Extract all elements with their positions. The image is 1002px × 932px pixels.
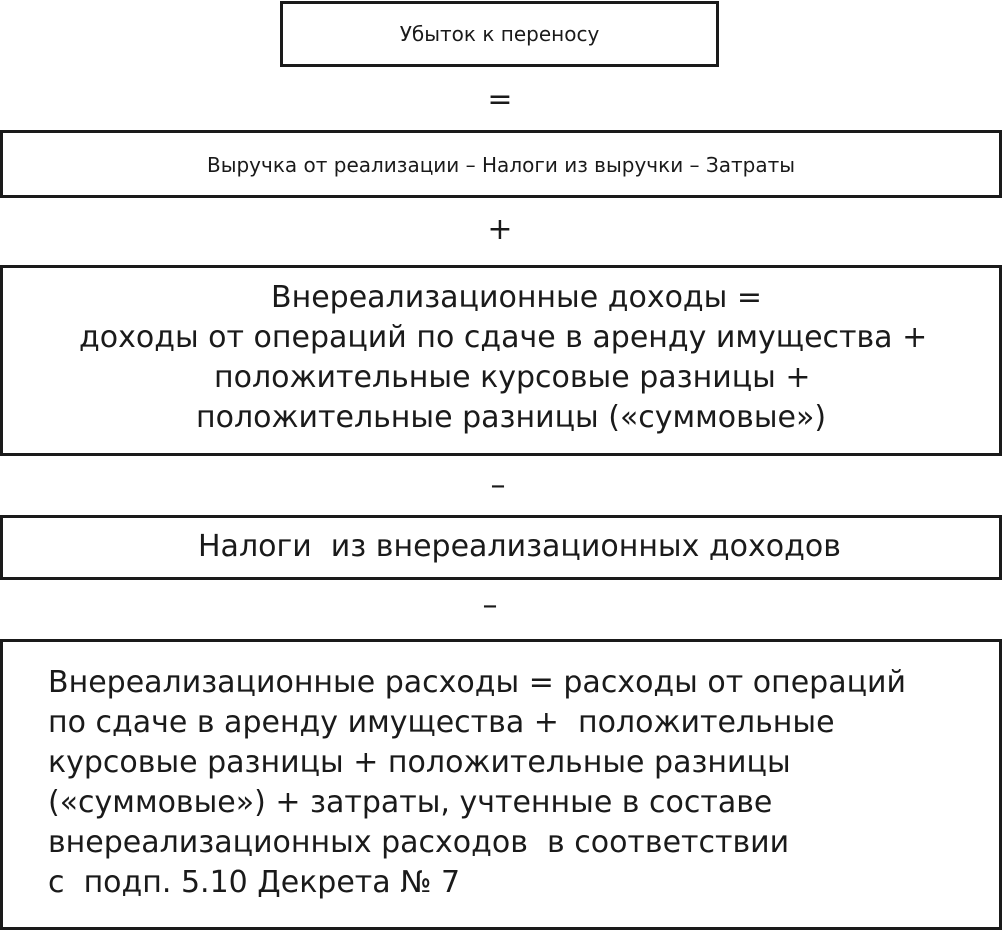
non-operating-income-line-4: положительные разницы («суммовые») [196, 400, 827, 435]
non-operating-taxes-text: Налоги из внереализационных доходов [198, 529, 841, 564]
carryover-loss-box [280, 1, 719, 67]
non-operating-income-line-1: Внереализационные доходы = [271, 280, 763, 315]
revenue-formula-text: Выручка от реализации – Налоги из выручки – Затраты [206, 153, 796, 177]
revenue-formula-box [0, 130, 1002, 198]
minus-operator-1: – [490, 468, 506, 503]
non-operating-expenses-line-1: Внереализационные расходы = расходы от операций [48, 665, 907, 700]
plus-operator: + [487, 212, 513, 247]
non-operating-expenses-line-5: внереализационных расходов в соответствии [48, 825, 790, 860]
non-operating-income-line-2: доходы от операций по сдаче в аренду имущества + [79, 320, 928, 355]
non-operating-expenses-line-6: с подп. 5.10 Декрета № 7 [48, 865, 461, 900]
non-operating-income-line-3: положительные курсовые разницы + [214, 360, 811, 395]
non-operating-expenses-line-3: курсовые разницы + положительные разницы [48, 745, 791, 780]
minus-operator-2: – [482, 588, 498, 623]
non-operating-expenses-box [0, 639, 1002, 930]
non-operating-income-box [0, 265, 1002, 456]
non-operating-expenses-line-2: по сдаче в аренду имущества + положительные [48, 705, 835, 740]
non-operating-taxes-box [0, 515, 1002, 580]
carryover-loss-label: Убыток к переносу [399, 22, 600, 46]
equals-operator: = [487, 82, 513, 117]
non-operating-expenses-line-4: («суммовые») + затраты, учтенные в составе [48, 785, 773, 820]
